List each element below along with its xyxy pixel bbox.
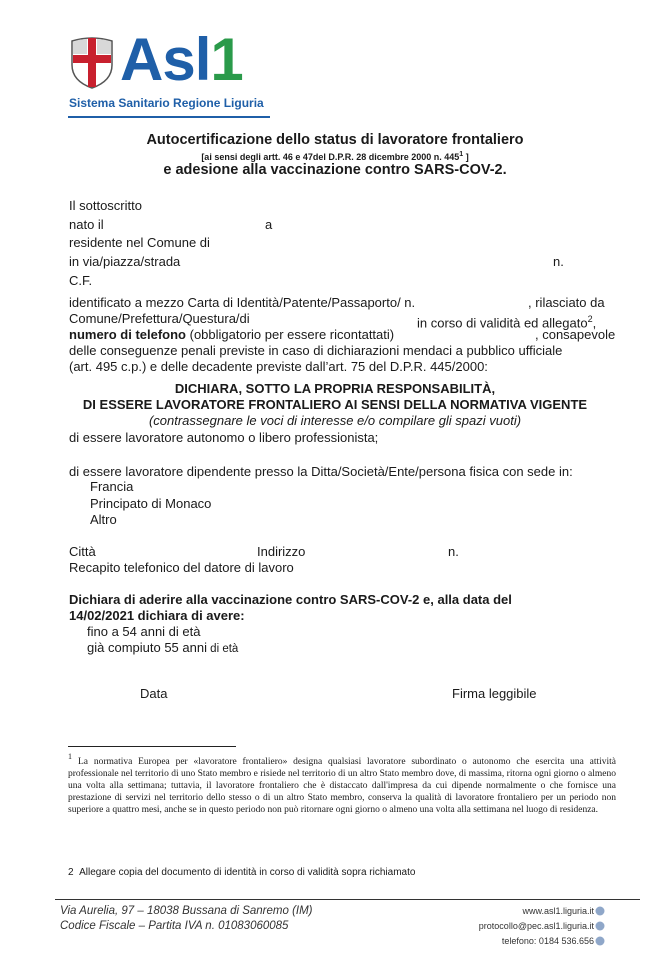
age-option-1: fino a 54 anni di età — [87, 624, 201, 639]
age-option-2-b: di età — [206, 643, 239, 655]
logo-asl-text: Asl — [120, 26, 211, 93]
asl1-logo — [120, 26, 243, 93]
field-via-n: n. — [553, 254, 564, 269]
ident-line1-a: identificato a mezzo Carta di Identità/Patente/Passaporto/ n. — [69, 295, 416, 310]
vaccine-line2: 14/02/2021 dichiara di avere: — [69, 608, 245, 623]
ident-line2-b-text: in corso di validità ed allegato — [417, 315, 588, 331]
country-altro: Altro — [90, 512, 117, 527]
phone-note: (obbligatorio per essere ricontattati) — [186, 327, 395, 342]
field-cf: C.F. — [69, 273, 93, 288]
country-francia: Francia — [90, 479, 134, 494]
title-subline-text: [ai sensi degli artt. 46 e 47del D.P.R. 28 dicembre 2000 n. 445 — [201, 152, 460, 162]
signature-data-label: Data — [140, 686, 168, 701]
ident-line3 — [69, 327, 394, 343]
footnote-2-text: Allegare copia del documento di identità in corso di validità sopra richiamato — [79, 867, 416, 878]
dichiara-heading2: DI ESSERE LAVORATORE FRONTALIERO AI SENSI DELLA NORMATIVA VIGENTE — [82, 397, 588, 412]
field-residente: residente nel Comune di — [69, 235, 210, 250]
header-divider — [68, 116, 270, 118]
footer-fiscal: Codice Fiscale – Partita IVA n. 01083060085 — [60, 920, 289, 932]
dichiara-heading1: DICHIARA, SOTTO LA PROPRIA RESPONSABILITÀ, — [174, 381, 496, 396]
footnote-separator — [68, 746, 236, 747]
footer-divider — [55, 899, 640, 900]
web-icon — [596, 907, 605, 916]
field-a: a — [265, 217, 273, 232]
phone-icon — [596, 937, 605, 946]
title-line2: e adesione alla vaccinazione contro SARS-COV-2. — [163, 162, 507, 178]
footer-pec: protocollo@pec.asl1.liguria.it — [478, 921, 594, 931]
ident-line2-c: , — [592, 315, 597, 331]
logo-one-text: 1 — [210, 26, 243, 93]
age-option-2-a: già compiuto 55 anni — [87, 640, 207, 655]
ident-line3-b: , consapevole — [535, 327, 616, 342]
footer-address: Via Aurelia, 97 – 18038 Bussana di Sanremo (IM) — [60, 905, 313, 917]
title-subline — [0, 151, 670, 162]
ident-line2-a: Comune/Prefettura/Questura/di — [69, 311, 250, 326]
title-subline-end: ] — [463, 152, 469, 162]
dichiara-note: (contrassegnare le voci di interesse e/o compilare gli spazi vuoti) — [148, 413, 522, 428]
footer-contact-icons — [594, 904, 606, 948]
signature-firma-label: Firma leggibile — [452, 686, 537, 701]
ident-line5: (art. 495 c.p.) e delle decadente previste dall’art. 75 del D.P.R. 445/2000: — [69, 359, 488, 374]
address-n: n. — [448, 544, 459, 559]
footnote-1-number: 1 — [68, 752, 72, 761]
age-option-2 — [87, 640, 238, 657]
ident-line4: delle conseguenze penali previste in caso di dichiarazioni mendaci a pubblico ufficiale — [69, 343, 563, 358]
address-recapito: Recapito telefonico del datore di lavoro — [69, 560, 294, 575]
footer-phone: telefono: 0184 536.656 — [501, 936, 594, 946]
title-subline-sup: 1 — [459, 151, 464, 158]
field-sottoscritto: Il sottoscritto — [69, 198, 142, 213]
liguria-cross-logo-icon — [68, 35, 116, 89]
option-dipendente: di essere lavoratore dipendente presso la Ditta/Società/Ente/persona fisica con sede in: — [69, 464, 573, 479]
mail-icon — [596, 922, 605, 931]
ident-line1-b: , rilasciato da — [528, 295, 605, 310]
field-via: in via/piazza/strada — [69, 254, 181, 269]
footnote-1: La normativa Europea per «lavoratore frontaliero» designa qualsiasi lavoratore subordinato o autonomo che esercita una attività professionale nel territorio di uno Stato membro e risiede nel territorio di un altro Stato membro dove, di massima, ritorna ogni giorno o almeno una volta alla settimana; tuttavia, il lavoratore frontaliero che è distaccato dall'impresa da cui dipende normalmente o che fornisce una prestazione di servizi nel territorio dello stesso o di un altro Stato membro, conserva la qualità di lavoratore frontaliero per un periodo non superiore a quattro mesi, anche se in questo periodo non può ritornare ogni giorno o almeno una volta alla settimana nel luogo di residenza. — [68, 757, 616, 815]
footnote-2 — [68, 867, 415, 878]
country-monaco: Principato di Monaco — [90, 496, 212, 511]
vaccine-line1: Dichiara di aderire alla vaccinazione contro SARS-COV-2 e, alla data del — [69, 592, 512, 607]
phone-label: numero di telefono — [69, 327, 186, 342]
ident-line2-sup: 2 — [587, 314, 593, 324]
address-citta: Città — [69, 544, 96, 559]
field-nato: nato il — [69, 217, 104, 232]
option-autonomo: di essere lavoratore autonomo o libero professionista; — [69, 430, 379, 445]
footnote-2-number: 2 — [68, 867, 74, 878]
address-indirizzo: Indirizzo — [257, 544, 306, 559]
title-line1: Autocertificazione dello status di lavoratore frontaliero — [146, 132, 524, 148]
footer-web: www.asl1.liguria.it — [522, 906, 594, 916]
org-name: Sistema Sanitario Regione Liguria — [69, 96, 264, 110]
